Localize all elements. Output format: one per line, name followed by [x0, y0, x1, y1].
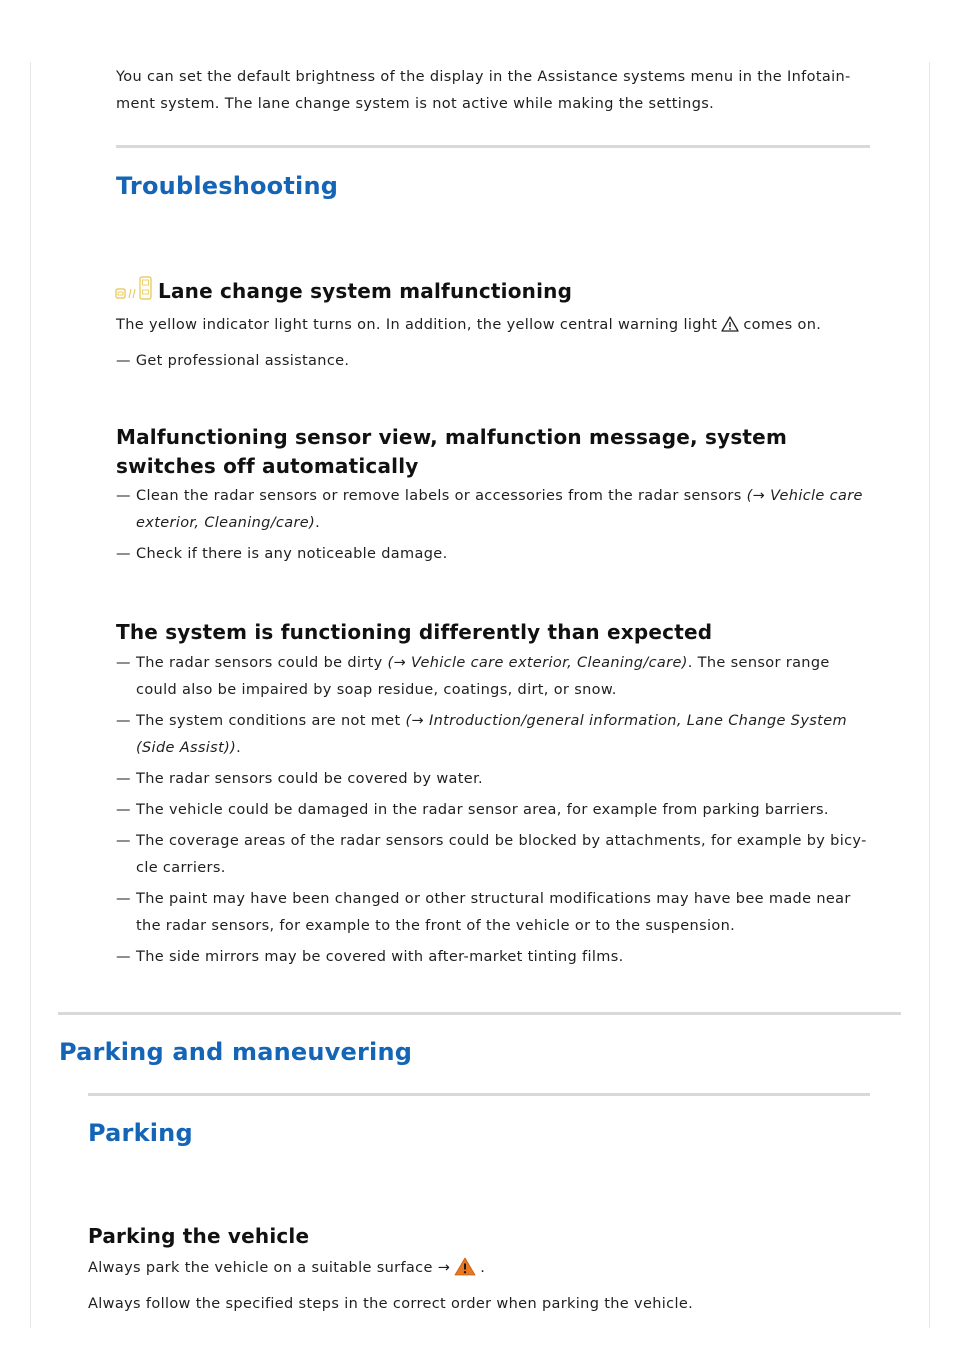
list-item — [116, 708, 876, 762]
list-item-text: The radar sensors could be covered by water. — [136, 771, 484, 787]
parking-vehicle-text-2: Always follow the specified steps in the correct order when parking the vehicle. — [88, 1296, 694, 1312]
ref-text-2: (Side Assist)) — [136, 740, 237, 756]
list-item — [116, 766, 876, 793]
action-text: Get professional assistance. — [135, 353, 350, 369]
arrow-right-icon: → — [411, 713, 424, 729]
sensor-view-heading-line-1: Malfunctioning sensor view, malfunction message, system — [116, 425, 787, 449]
ref-open: ( — [405, 713, 412, 729]
bullet-dash: — — [116, 655, 131, 671]
bullet-dash: — — [116, 949, 131, 965]
list-item-text: Clean the radar sensors or remove labels or accessories from the radar sensors — [136, 488, 742, 504]
parking-text-tail: . — [480, 1260, 486, 1276]
arrow-right-icon: → — [437, 1260, 451, 1276]
parking-maneuvering-heading: Parking and maneuvering — [59, 1038, 413, 1066]
ref-text-2: exterior, Cleaning/care) — [136, 515, 316, 531]
malfunction-text-before: The yellow indicator light turns on. In addition, the yellow central warning light — [116, 317, 718, 333]
bullet-dash: — — [116, 891, 131, 907]
warning-triangle-orange-icon[interactable] — [454, 1257, 476, 1276]
section-divider — [88, 1093, 870, 1096]
malfunction-action — [116, 348, 886, 375]
sensor-view-list — [116, 483, 876, 572]
list-item — [116, 650, 876, 704]
list-item — [116, 541, 876, 568]
malfunction-text-after: comes on. — [743, 317, 822, 333]
list-item — [116, 828, 876, 882]
parking-text: Always park the vehicle on a suitable surface — [88, 1260, 433, 1276]
list-item — [116, 797, 876, 824]
list-item-line-1: The paint may have been changed or other structural modifications may have bee made near — [136, 891, 851, 907]
list-item-line-1: The coverage areas of the radar sensors could be blocked by attachments, for example by bicy- — [136, 833, 867, 849]
ref-open: ( — [746, 488, 753, 504]
ref-text-1: Introduction/general information, Lane Change System — [428, 713, 847, 729]
ref-open: ( — [387, 655, 394, 671]
bullet-dash: — — [116, 546, 131, 562]
sensor-view-heading — [116, 423, 876, 481]
lane-change-indicator-icon — [115, 276, 155, 302]
intro-paragraph — [116, 64, 886, 118]
action-dash: — — [116, 353, 131, 369]
list-item-text: The system conditions are not met — [136, 713, 401, 729]
item-after: . The sensor range — [687, 655, 830, 671]
bullet-dash: — — [116, 802, 131, 818]
bullet-dash: — — [116, 488, 131, 504]
bullet-dash: — — [116, 713, 131, 729]
item-tail: . — [236, 740, 242, 756]
list-item-line-2: the radar sensors, for example to the front of the vehicle or to the suspension. — [136, 918, 736, 934]
list-item-text: The radar sensors could be dirty — [136, 655, 383, 671]
ref-text-1: Vehicle care — [770, 488, 863, 504]
list-item — [116, 944, 876, 971]
list-item-text: Check if there is any noticeable damage. — [136, 546, 448, 562]
list-item-line-2: cle carriers. — [136, 860, 226, 876]
page-margin-right — [929, 62, 930, 1328]
page-margin-left — [30, 62, 31, 1328]
arrow-right-icon: → — [393, 655, 407, 671]
malfunction-description — [116, 312, 886, 339]
bullet-dash: — — [116, 771, 131, 787]
different-heading: The system is functioning differently than expected — [116, 620, 713, 644]
bullet-dash: — — [116, 833, 131, 849]
arrow-right-icon: → — [752, 488, 766, 504]
section-divider — [116, 145, 870, 148]
intro-line-2: ment system. The lane change system is not active while making the settings. — [116, 96, 715, 112]
cross-reference-link[interactable] — [388, 655, 688, 671]
sensor-view-heading-line-2: switches off automatically — [116, 454, 419, 478]
item-tail: . — [315, 515, 321, 531]
intro-line-1: You can set the default brightness of the display in the Assistance systems menu in the Infotain- — [116, 69, 851, 85]
chapter-divider — [58, 1012, 901, 1015]
warning-triangle-icon — [721, 316, 739, 332]
parking-vehicle-heading: Parking the vehicle — [88, 1224, 310, 1248]
list-item-line-2: could also be impaired by soap residue, coatings, dirt, or snow. — [136, 682, 617, 698]
parking-vehicle-text-1 — [88, 1255, 878, 1282]
parking-heading: Parking — [88, 1119, 193, 1147]
different-list — [116, 650, 876, 975]
list-item — [116, 483, 876, 537]
list-item-text: The vehicle could be damaged in the radar sensor area, for example from parking barriers. — [136, 802, 829, 818]
troubleshooting-heading: Troubleshooting — [116, 172, 339, 200]
list-item-text: The side mirrors may be covered with after-market tinting films. — [136, 949, 624, 965]
lane-change-malfunction-heading: Lane change system malfunctioning — [158, 279, 573, 303]
list-item — [116, 886, 876, 940]
ref-text: Vehicle care exterior, Cleaning/care) — [411, 655, 688, 671]
